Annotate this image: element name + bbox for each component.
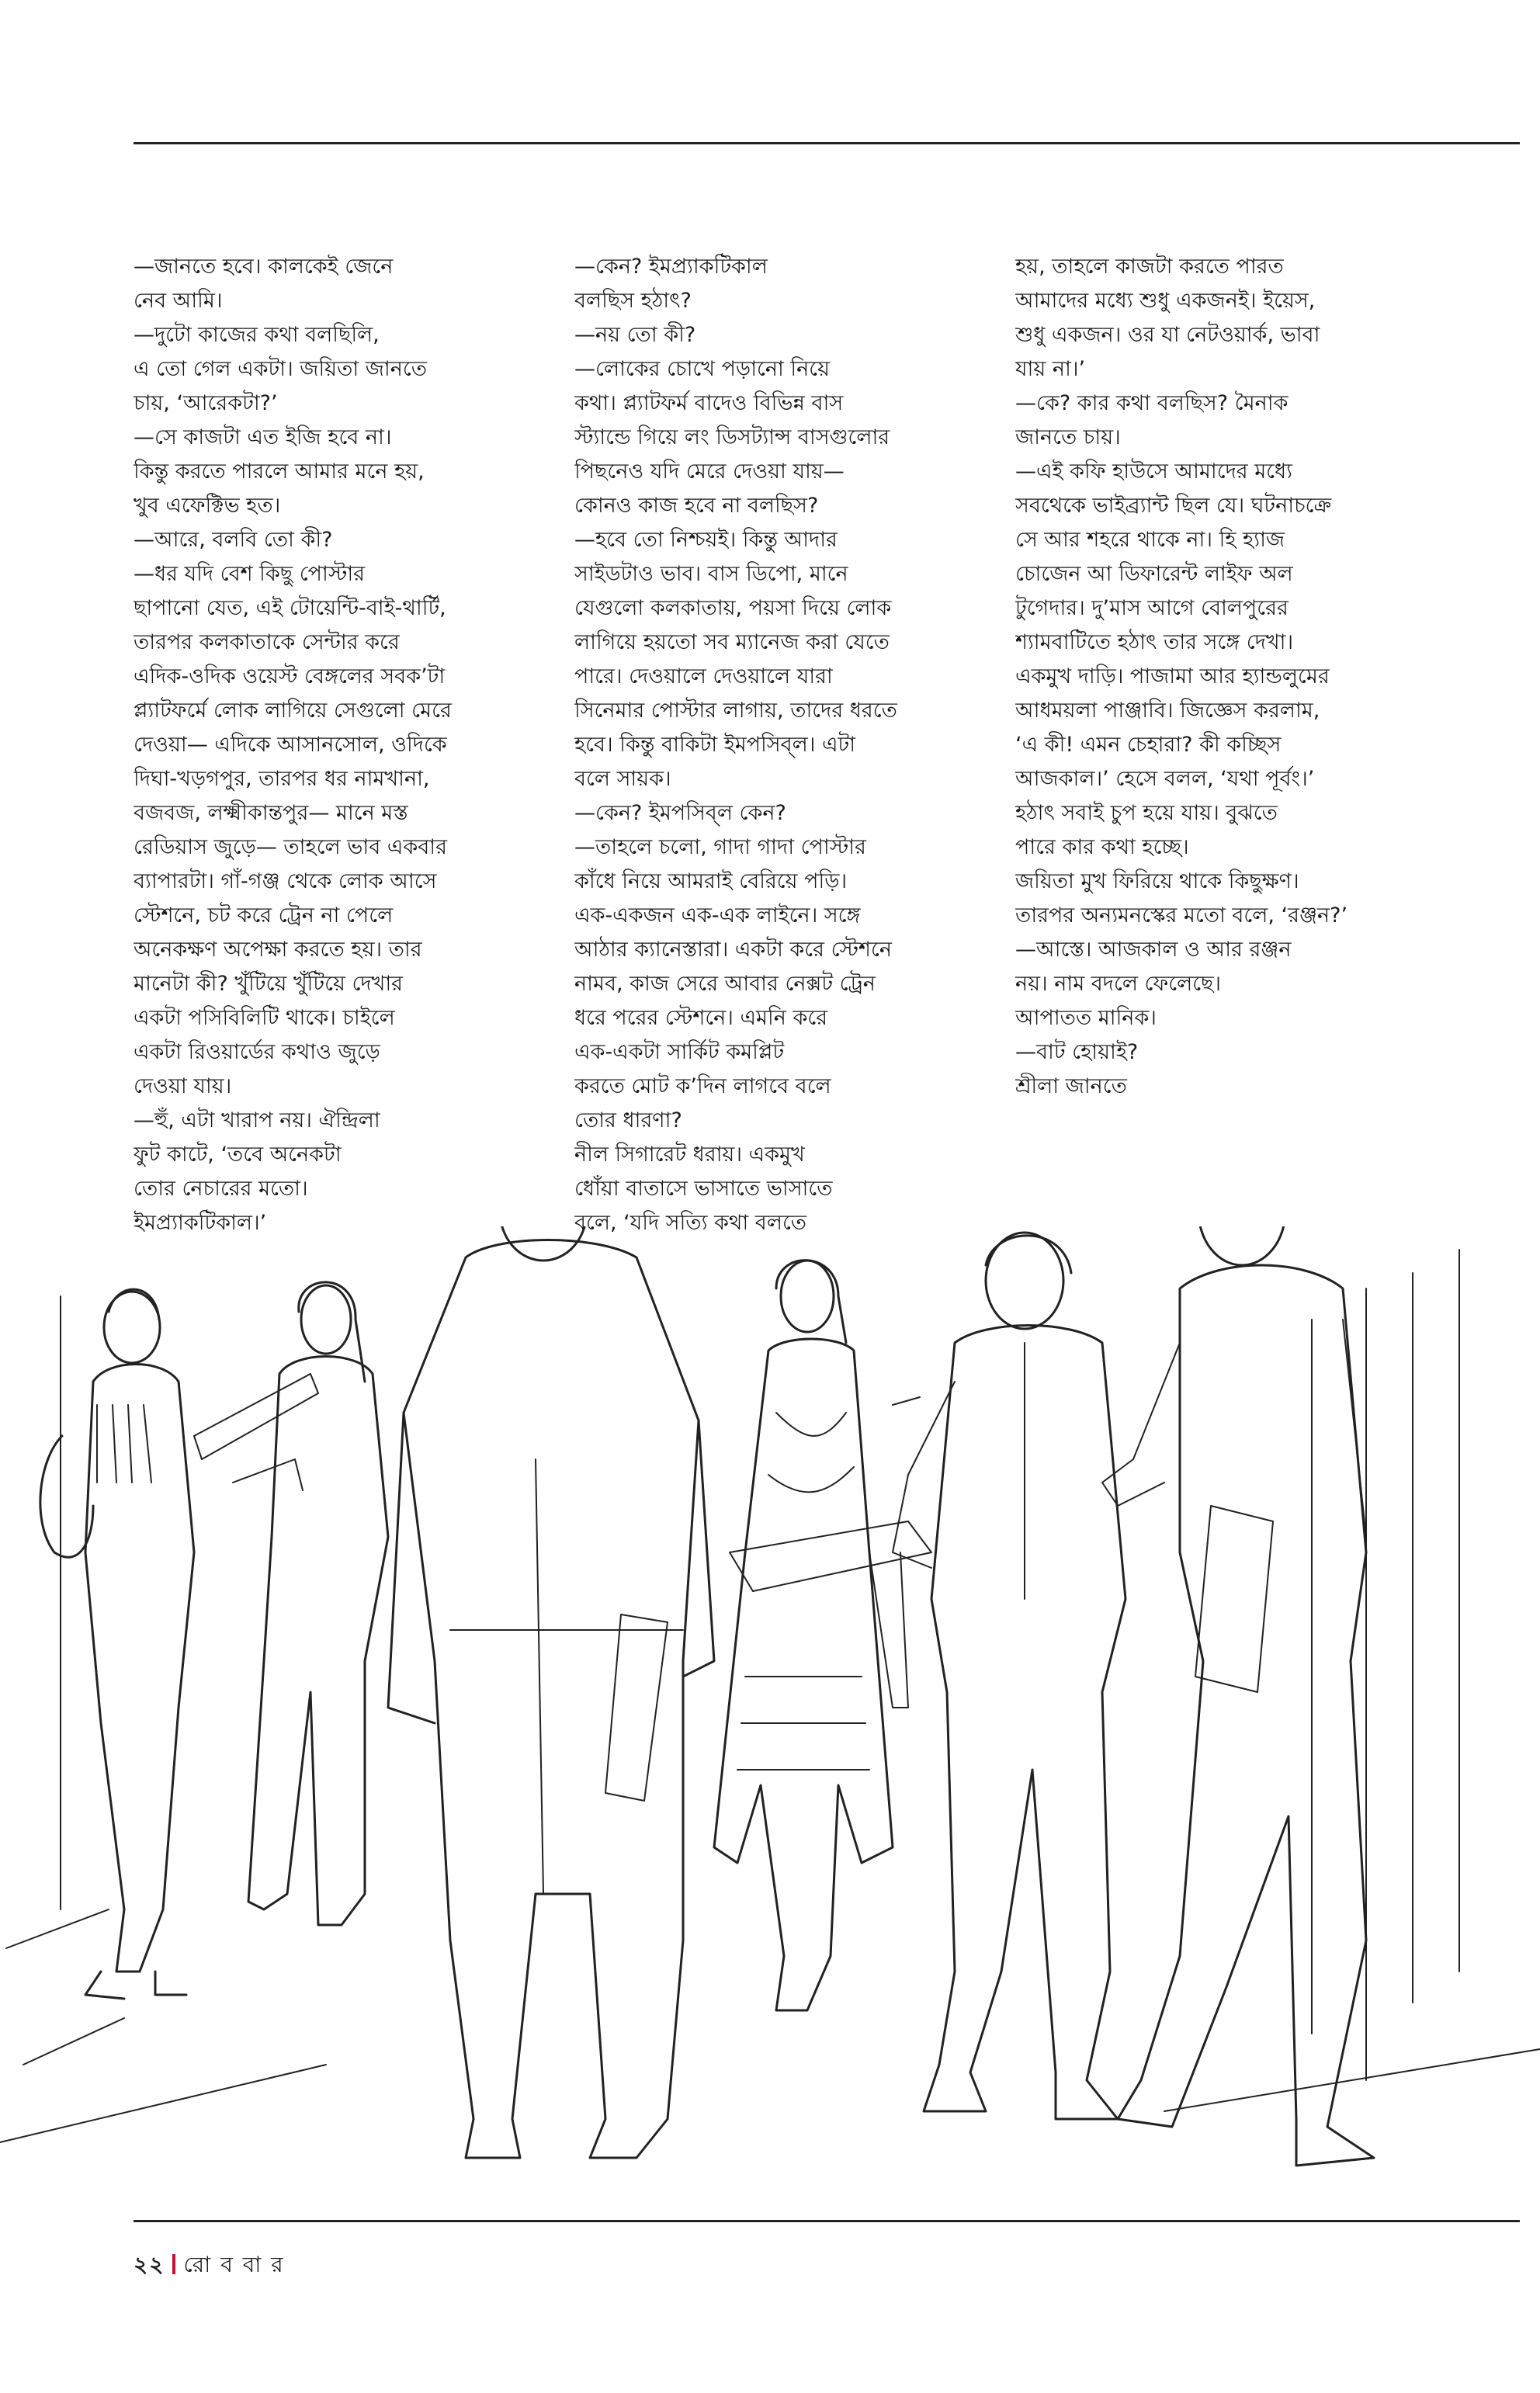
text-line: কাঁধে নিয়ে আমরাই বেরিয়ে পড়ি।	[574, 869, 848, 893]
text-line: —জানতে হবে। কালকেই জেনে	[134, 255, 394, 279]
text-line: পারে কার কথা হচ্ছে।	[1015, 835, 1189, 859]
text-line: বলে, ‘যদি সত্যি কথা বলতে	[574, 1211, 807, 1235]
text-line: হয়, তাহলে কাজটা করতে পারত	[1015, 255, 1284, 279]
text-line: পিছনেও যদি মেরে দেওয়া যায়—	[574, 460, 845, 484]
text-line: —দুটো কাজের কথা বলছিলি,	[134, 323, 380, 347]
text-line: কোনও কাজ হবে না বলছিস?	[574, 494, 819, 518]
text-line: তারপর কলকাতাকে সেন্টার করে	[134, 630, 400, 654]
text-line: —নয় তো কী?	[574, 323, 696, 347]
text-line: বলছিস হঠাৎ?	[574, 289, 692, 313]
text-line: প্ল্যাটফর্মে লোক লাগিয়ে সেগুলো মেরে	[134, 699, 452, 723]
text-line: কথা। প্ল্যাটফর্ম বাদেও বিভিন্ন বাস	[574, 391, 844, 415]
text-line: মানেটা কী? খুঁটিয়ে খুঁটিয়ে দেখার	[134, 972, 403, 996]
text-line: জয়িতা মুখ ফিরিয়ে থাকে কিছুক্ষণ।	[1015, 869, 1299, 893]
figure-woman-salwar	[714, 1261, 931, 2010]
text-line: দিঘা-খড়গপুর, তারপর ধর নামখানা,	[134, 767, 430, 791]
text-line: ধোঁয়া বাতাসে ভাসাতে ভাসাতে	[574, 1177, 833, 1201]
text-line: —সে কাজটা এত ইজি হবে না।	[134, 425, 392, 449]
text-line: —হুঁ, এটা খারাপ নয়। ঐন্দ্রিলা	[134, 1108, 380, 1132]
text-line: সাইডটাও ভাব। বাস ডিপো, মানে	[574, 562, 848, 586]
magazine-name: রো ব বা র	[183, 2252, 285, 2277]
text-line: —ধর যদি বেশ কিছু পোস্টার	[134, 562, 366, 586]
text-line: ধরে পরের স্টেশনে। এমনি করে	[574, 1006, 828, 1030]
text-column-3	[1015, 250, 1450, 1104]
text-line: —তাহলে চলো, গাদা গাদা পোস্টার	[574, 835, 866, 859]
text-line: লাগিয়ে হয়তো সব ম্যানেজ করা যেতে	[574, 630, 890, 654]
text-line: একমুখ দাড়ি। পাজামা আর হ্যান্ডলুমের	[1015, 664, 1330, 688]
text-line: করতে মোট ক’দিন লাগবে বলে	[574, 1074, 831, 1098]
text-line: —হবে তো নিশ্চয়ই। কিন্তু আদার	[574, 528, 838, 552]
text-line: জানতে চায়।	[1015, 425, 1121, 449]
wall-right	[1312, 1250, 1459, 2080]
text-line: —এই কফি হাউসে আমাদের মধ্যে	[1015, 460, 1292, 484]
text-line: সে আর শহরে থাকে না। হি হ্যাজ	[1015, 528, 1285, 552]
text-line: এদিক-ওদিক ওয়েস্ট বেঙ্গলের সবক’টা	[134, 664, 446, 688]
figure-man-gesturing	[1102, 1226, 1374, 2166]
text-line: একটা পসিবিলিটি থাকে। চাইলে	[134, 1006, 395, 1030]
figure-woman-papers	[194, 1282, 388, 1925]
text-line: আজকাল।’ হেসে বলল, ‘যথা পূর্বং।’	[1015, 767, 1315, 791]
text-line: হবে। কিন্তু বাকিটা ইমপসিব্‌ল। এটা	[574, 733, 856, 757]
text-line: অনেকক্ষণ অপেক্ষা করতে হয়। তার	[134, 938, 422, 962]
text-line: একটা রিওয়ার্ডের কথাও জুড়ে	[134, 1040, 380, 1064]
figure-man-back	[388, 1226, 714, 2158]
text-line: —বাট হোয়াই?	[1015, 1040, 1139, 1064]
text-line: আঠার ক্যানেস্তারা। একটা করে স্টেশনে	[574, 938, 892, 962]
figure-woman-bag	[40, 1289, 194, 1999]
text-line: ইমপ্র্যাকটিকাল।’	[134, 1211, 267, 1235]
text-line: নামব, কাজ সেরে আবার নেক্সট ট্রেন	[574, 972, 876, 996]
text-line: তোর ধারণা?	[574, 1108, 682, 1132]
text-line: বলে সায়ক।	[574, 767, 671, 791]
text-line: এক-একটা সার্কিট কমপ্লিট	[574, 1040, 785, 1064]
text-column-2	[574, 250, 962, 1240]
text-line: —আরে, বলবি তো কী?	[134, 528, 333, 552]
text-line: স্ট্যান্ডে গিয়ে লং ডিসট্যান্স বাসগুলোর	[574, 425, 890, 449]
text-line: শ্রীলা জানতে	[1015, 1074, 1127, 1098]
text-line: এ তো গেল একটা। জয়িতা জানতে	[134, 357, 427, 381]
text-line: চোজেন আ ডিফারেন্ট লাইফ অল	[1015, 562, 1293, 586]
text-line: —কে? কার কথা বলছিস? মৈনাক	[1015, 391, 1289, 415]
text-line: —কেন? ইমপসিব্‌ল কেন?	[574, 801, 786, 825]
text-column-1	[134, 250, 498, 1240]
text-line: ব্যাপারটা। গাঁ-গঞ্জ থেকে লোক আসে	[134, 869, 437, 893]
text-line: নেব আমি।	[134, 289, 223, 313]
text-line: বজবজ, লক্ষ্মীকান্তপুর— মানে মস্ত	[134, 801, 408, 825]
text-line: দেওয়া— এদিকে আসানসোল, ওদিকে	[134, 733, 447, 757]
figure-man-cigarette	[893, 1233, 1126, 2119]
text-line: তোর নেচারের মতো।	[134, 1177, 308, 1201]
text-line: টুগেদার। দু’মাস আগে বোলপুরের	[1015, 596, 1289, 620]
text-line: চায়, ‘আরেকটা?’	[134, 391, 278, 415]
text-line: রেডিয়াস জুড়ে— তাহলে ভাব একবার	[134, 835, 447, 859]
text-line: —কেন? ইমপ্র্যাকটিকাল	[574, 255, 768, 279]
text-line: যায় না।’	[1015, 357, 1086, 381]
text-line: তারপর অন্যমনস্কের মতো বলে, ‘রঞ্জন?’	[1015, 903, 1348, 928]
text-line: হঠাৎ সবাই চুপ হয়ে যায়। বুঝতে	[1015, 801, 1278, 825]
text-line: শুধু একজন। ওর যা নেটওয়ার্ক, ভাবা	[1015, 323, 1320, 347]
story-illustration	[0, 1226, 1540, 2204]
text-line: নয়। নাম বদলে ফেলেছে।	[1015, 972, 1222, 996]
top-rule	[134, 142, 1520, 144]
bottom-rule	[134, 2220, 1520, 2222]
text-line: কিন্তু করতে পারলে আমার মনে হয়,	[134, 460, 425, 484]
text-line: আধময়লা পাঞ্জাবি। জিজ্ঞেস করলাম,	[1015, 699, 1320, 723]
page-footer	[134, 2248, 285, 2284]
footer-separator	[172, 2254, 175, 2274]
text-line: স্টেশনে, চট করে ট্রেন না পেলে	[134, 903, 394, 928]
text-line: শ্যামবাটিতে হঠাৎ তার সঙ্গে দেখা।	[1015, 630, 1294, 654]
text-line: সবথেকে ভাইব্র্যান্ট ছিল যে। ঘটনাচক্রে	[1015, 494, 1332, 518]
text-line: আমাদের মধ্যে শুধু একজনই। ইয়েস,	[1015, 289, 1316, 313]
text-line: ফুট কাটে, ‘তবে অনেকটা	[134, 1143, 342, 1167]
page-number: ২২	[134, 2252, 165, 2277]
text-line: —আস্তে। আজকাল ও আর রঞ্জন	[1015, 938, 1292, 962]
text-line: দেওয়া যায়।	[134, 1074, 232, 1098]
wall-left	[6, 1296, 124, 2065]
text-line: সিনেমার পোস্টার লাগায়, তাদের ধরতে	[574, 699, 897, 723]
text-line: ছাপানো যেত, এই টোয়েন্টি-বাই-থার্টি,	[134, 596, 446, 620]
text-line: নীল সিগারেট ধরায়। একমুখ	[574, 1143, 805, 1167]
text-line: —লোকের চোখে পড়ানো নিয়ে	[574, 357, 830, 381]
text-line: যেগুলো কলকাতায়, পয়সা দিয়ে লোক	[574, 596, 892, 620]
floor-lines	[0, 2049, 1540, 2142]
text-line: আপাতত মানিক।	[1015, 1006, 1157, 1030]
text-line: ‘এ কী! এমন চেহারা? কী কচ্ছিস	[1015, 733, 1282, 757]
text-line: খুব এফেক্টিভ হত।	[134, 494, 281, 518]
text-line: এক-একজন এক-এক লাইনে। সঙ্গে	[574, 903, 861, 928]
text-line: পারে। দেওয়ালে দেওয়ালে যারা	[574, 664, 833, 688]
